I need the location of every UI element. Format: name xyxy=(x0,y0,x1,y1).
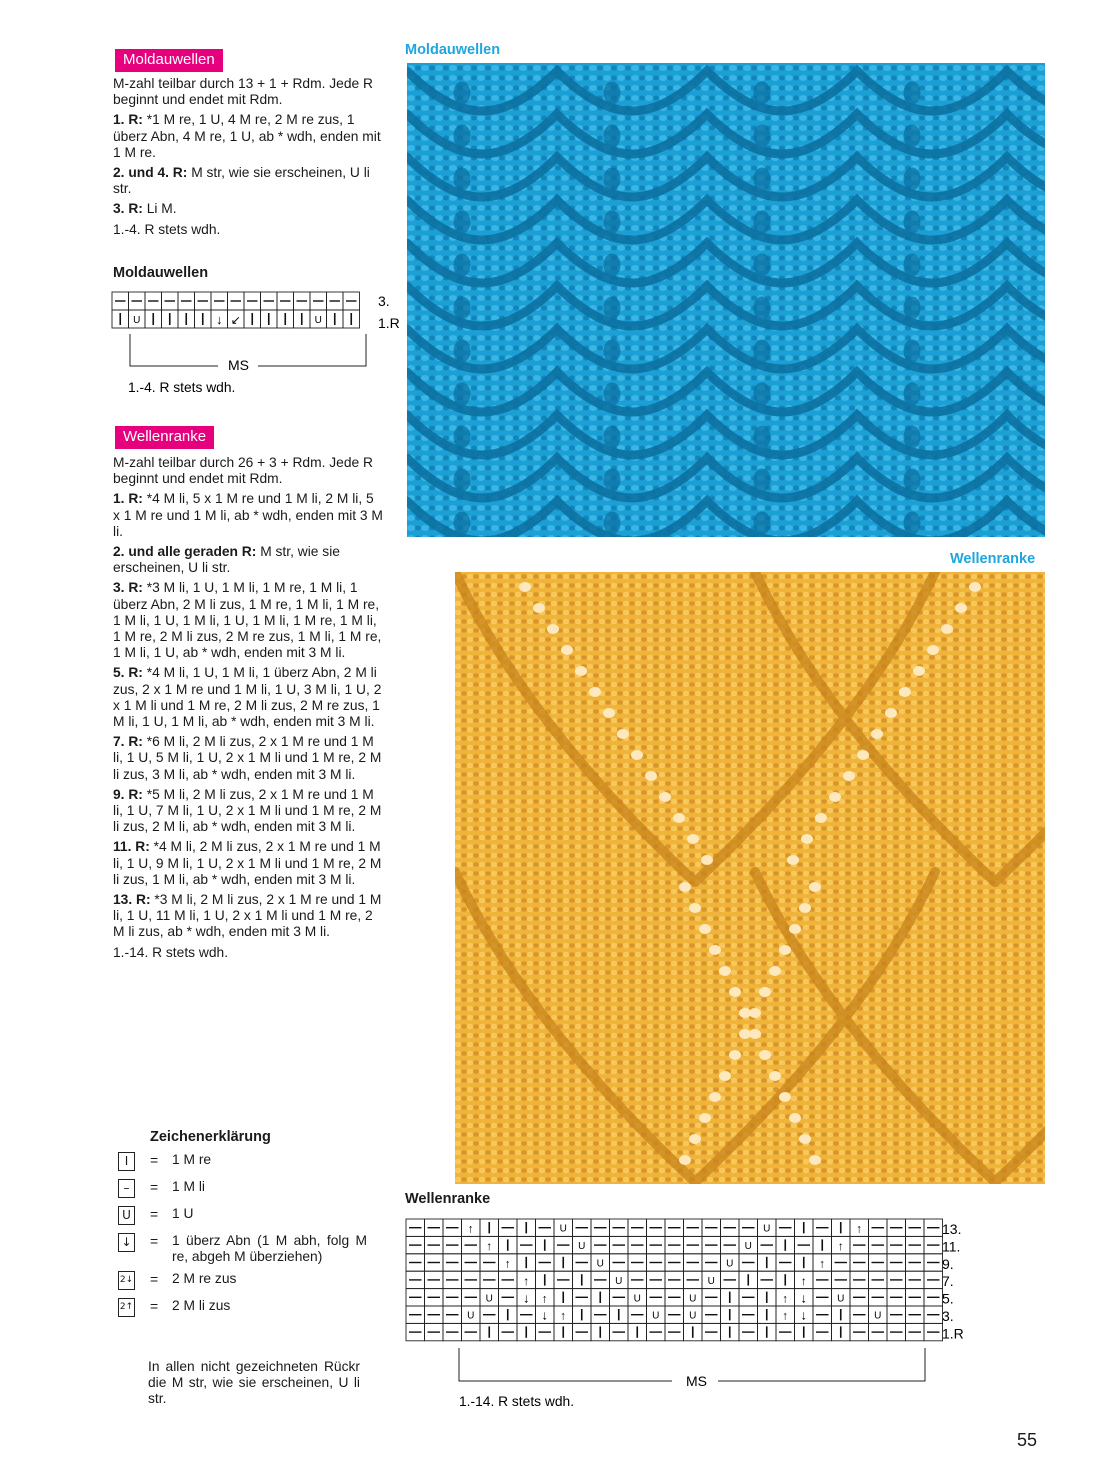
wellenranke-paragraph: 9. R: *5 M li, 2 M li zus, 2 x 1 M re und 1 M li, 1 U, 7 M li, 1 U, 2 x 1 M li und 1 M re, 2 M li zus, 2 M li, ab * wdh, enden mit 3 M li. xyxy=(113,786,382,835)
legend-title: Zeichenerklärung xyxy=(150,1129,271,1145)
k2tog-symbol: ↙ xyxy=(230,313,241,327)
yarn-over-symbol: U xyxy=(689,1293,697,1305)
moldauwellen-paragraph: 3. R: Li M. xyxy=(113,201,177,217)
yarn-over-symbol: U xyxy=(633,1293,641,1305)
wellenranke-chart xyxy=(402,1214,982,1414)
yarn-over-symbol: U xyxy=(578,1241,586,1253)
wellenranke-paragraph: 2. und alle geraden R: M str, wie sie erscheinen, U li str. xyxy=(113,544,340,576)
moldauwellen-photo-title: Moldauwellen xyxy=(405,42,501,58)
wellenranke-tag: Wellenranke xyxy=(115,426,214,449)
p2tog-symbol: ↑ xyxy=(782,1308,789,1323)
yarn-over-symbol: U xyxy=(726,1258,734,1270)
wellenranke-chart-title: Wellenranke xyxy=(405,1191,491,1207)
yarn-over-symbol: U xyxy=(133,315,141,326)
legend-symbol-icon: I xyxy=(118,1152,135,1171)
yarn-over-symbol: U xyxy=(837,1293,845,1305)
decrease-symbol: ↓ xyxy=(523,1290,530,1306)
moldauwellen-paragraph: 2. und 4. R: M str, wie sie erscheinen, U li str. xyxy=(113,165,370,197)
legend-symbol-icon: U xyxy=(118,1206,135,1225)
legend-item: ↓ = 1 überz Abn (1 M abh, folg M re, abgeh M überziehen) xyxy=(118,1233,368,1265)
legend-symbol-icon: – xyxy=(118,1179,135,1198)
wellenranke-photo-title: Wellenranke xyxy=(950,551,1036,567)
moldauwellen-chart-title: Moldauwellen xyxy=(113,265,209,281)
legend-note: In allen nicht gezeichneten Rückr die M str, wie sie erscheinen, U li str. xyxy=(148,1359,360,1407)
legend-item: 2↓ = 2 M re zus xyxy=(118,1271,368,1290)
p2tog-symbol: ↑ xyxy=(523,1273,530,1288)
p2tog-symbol: ↑ xyxy=(819,1256,826,1271)
mold-ms-label: MS xyxy=(228,357,249,373)
p2tog-symbol: ↑ xyxy=(837,1239,844,1254)
legend-symbol-icon: ↓ xyxy=(118,1233,135,1252)
yarn-over-symbol: U xyxy=(559,1223,567,1235)
yarn-over-symbol: U xyxy=(596,1258,604,1270)
yarn-over-symbol: U xyxy=(763,1223,771,1235)
mold-row-label-1: 1.R xyxy=(378,315,400,331)
wellenranke-paragraph: 11. R: *4 M li, 2 M li zus, 2 x 1 M re und 1 M li, 1 U, 9 M li, 1 U, 2 x 1 M li und 1 M re, 2 M li zus, 1 M li, ab * wdh, enden mit 3 M li. xyxy=(113,839,382,887)
moldauwellen-chart xyxy=(108,286,408,401)
p2tog-symbol: ↑ xyxy=(486,1239,493,1254)
moldauwellen-instructions xyxy=(113,76,383,242)
wellenranke-paragraph: M-zahl teilbar durch 26 + 3 + Rdm. Jede R beginnt und endet mit Rdm. xyxy=(113,455,373,487)
wellenranke-paragraph: 1. R: *4 M li, 5 x 1 M re und 1 M li, 2 M li, 5 x 1 M re und 1 M li, ab * wdh, enden mit 3 M li. xyxy=(113,491,383,539)
decrease-symbol: ↓ xyxy=(800,1290,807,1306)
moldauwellen-paragraph: 1.-4. R stets wdh. xyxy=(113,221,221,237)
wellenranke-paragraph: 7. R: *6 M li, 2 M li zus, 2 x 1 M re und 1 M li, 1 U, 5 M li, 1 U, 2 x 1 M li und 1 M re, 2 M li zus, 3 M li, ab * wdh, enden mit 3 M li. xyxy=(113,734,382,782)
p2tog-symbol: ↑ xyxy=(800,1273,807,1288)
well-row-label: 7. xyxy=(942,1273,954,1290)
yarn-over-symbol: U xyxy=(652,1310,660,1322)
well-row-label: 5. xyxy=(942,1290,954,1307)
well-row-label: 11. xyxy=(942,1238,961,1255)
well-row-label: 1.R xyxy=(942,1325,964,1342)
p2tog-symbol: ↑ xyxy=(541,1291,548,1306)
yarn-over-symbol: U xyxy=(467,1310,475,1322)
wellenranke-paragraph: 5. R: *4 M li, 1 U, 1 M li, 1 überz Abn, 2 M li zus, 2 x 1 M re und 1 M li, 1 U, 3 M li, 1 U, 2 x 1 M li und 1 M re, 2 M li zus, 2 M re zus, 1 M li, 1 U, 1 M li, ab * wdh, enden mit 3 M li. xyxy=(113,665,382,730)
legend-symbol-icon: 2↑ xyxy=(118,1298,135,1317)
mold-row-label-3: 3. xyxy=(378,293,390,309)
wellenranke-paragraph: 1.-14. R stets wdh. xyxy=(113,944,229,960)
well-repeat-note: 1.-14. R stets wdh. xyxy=(459,1394,575,1409)
yarn-over-symbol: U xyxy=(744,1241,752,1253)
yarn-over-symbol: U xyxy=(874,1310,882,1322)
legend-item: – = 1 M li xyxy=(118,1179,368,1198)
yarn-over-symbol: U xyxy=(707,1275,715,1287)
well-row-label: 3. xyxy=(942,1308,954,1324)
p2tog-symbol: ↑ xyxy=(782,1291,789,1306)
legend-list xyxy=(118,1152,368,1325)
p2tog-symbol: ↑ xyxy=(504,1256,511,1271)
moldauwellen-paragraph: M-zahl teilbar durch 13 + 1 + Rdm. Jede R beginnt und endet mit Rdm. xyxy=(113,76,373,108)
decrease-symbol: ↓ xyxy=(800,1307,807,1323)
wellenranke-instructions xyxy=(113,455,383,965)
moldauwellen-tag: Moldauwellen xyxy=(115,49,223,72)
legend-item: U = 1 U xyxy=(118,1206,368,1225)
p2tog-symbol: ↑ xyxy=(560,1308,567,1323)
wellenranke-paragraph: 3. R: *3 M li, 1 U, 1 M li, 1 M re, 1 M li, 1 überz Abn, 2 M li zus, 1 M re, 1 M li, 1 M re, 1 M li, 1 U, 1 M li, 1 U, 1 M li, 1 M re, 1 M li, 1 M re, 2 M li zus, 2 M re zus, 1 M li, 1 M re, 1 M li, 1 U, ab * wdh, enden mit 3 M li. xyxy=(113,580,382,661)
legend-symbol-icon: 2↓ xyxy=(118,1271,135,1290)
yarn-over-symbol: U xyxy=(314,315,322,326)
well-row-label: 13. xyxy=(942,1221,962,1237)
legend-item: 2↑ = 2 M li zus xyxy=(118,1298,368,1317)
wellenranke-paragraph: 13. R: *3 M li, 2 M li zus, 2 x 1 M re und 1 M li, 1 U, 11 M li, 1 U, 2 x 1 M li und 1 M re, 2 M li zus, ab * wdh, enden mit 3 M li. xyxy=(113,892,382,940)
decrease-symbol: ↓ xyxy=(216,312,223,327)
p2tog-symbol: ↑ xyxy=(856,1221,863,1236)
moldauwellen-paragraph: 1. R: *1 M re, 1 U, 4 M re, 2 M re zus, 1 überz Abn, 4 M re, 1 U, ab * wdh, enden mit 1 M re. xyxy=(113,112,381,160)
mold-repeat-note: 1.-4. R stets wdh. xyxy=(128,380,236,395)
moldauwellen-photo xyxy=(407,63,1045,537)
wellenranke-photo xyxy=(455,572,1045,1184)
decrease-symbol: ↓ xyxy=(541,1307,548,1323)
page-number: 55 xyxy=(1017,1430,1038,1450)
legend-item: I = 1 M re xyxy=(118,1152,368,1171)
yarn-over-symbol: U xyxy=(485,1293,493,1305)
p2tog-symbol: ↑ xyxy=(467,1221,474,1236)
well-ms-label: MS xyxy=(686,1373,707,1389)
yarn-over-symbol: U xyxy=(689,1310,697,1322)
yarn-over-symbol: U xyxy=(615,1275,623,1287)
well-row-label: 9. xyxy=(942,1255,954,1272)
